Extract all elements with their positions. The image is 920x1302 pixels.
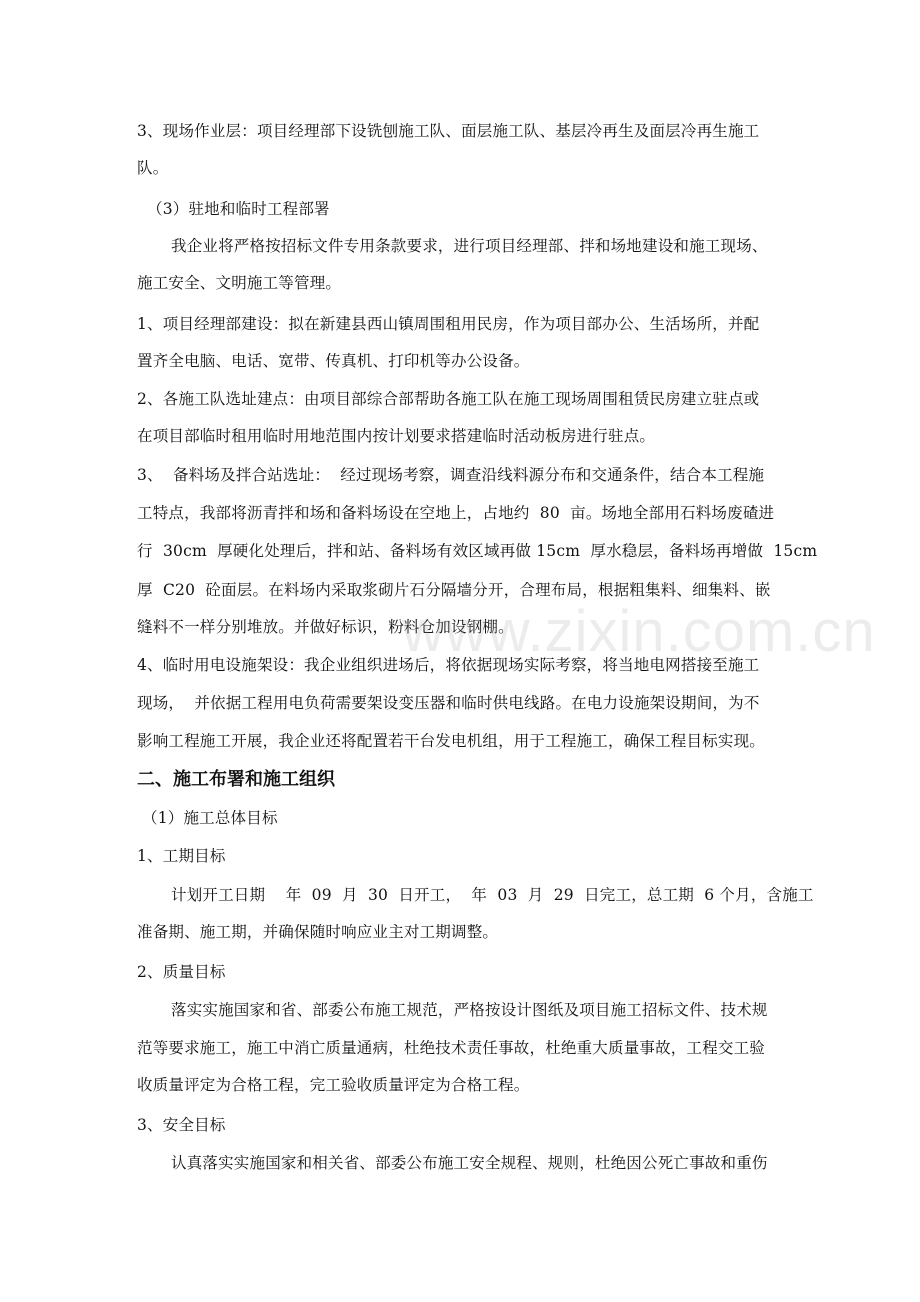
subsection-title: （1）施工总体目标 bbox=[142, 809, 278, 827]
paragraph-line: 落实实施国家和省、部委公布施工规范，严格按设计图纸及项目施工招标文件、技术规 bbox=[171, 1001, 768, 1019]
paragraph-line: 缝料不一样分别堆放。并做好标识，粉料仓加设钢棚。 bbox=[137, 618, 514, 636]
paragraph-line: 队。 bbox=[137, 159, 169, 177]
watermark: www.zixin.com.cn bbox=[402, 599, 876, 664]
subsection-title: 1、工期目标 bbox=[137, 847, 226, 865]
paragraph-line: 影响工程施工开展，我企业还将配置若干台发电机组，用于工程施工，确保工程目标实现。 bbox=[137, 732, 766, 750]
paragraph-line: 范等要求施工，施工中消亡质量通病，杜绝技术责任事故，杜绝重大质量事故，工程交工验 bbox=[137, 1039, 766, 1057]
paragraph-line: 置齐全电脑、电话、宽带、传真机、打印机等办公设备。 bbox=[137, 352, 530, 370]
section-heading: 二、施工布署和施工组织 bbox=[137, 769, 335, 790]
paragraph-line: 行 30cm 厚硬化处理后，拌和站、备料场有效区域再做 15cm 厚水稳层，备料场再增做 15cm bbox=[137, 542, 818, 560]
subsection-title: 3、安全目标 bbox=[137, 1116, 226, 1134]
paragraph-line: 工特点，我部将沥青拌和场和备料场设在空地上，占地约 80 亩。场地全部用石料场废碴进 bbox=[137, 504, 775, 522]
paragraph-line: 4、临时用电设施架设：我企业组织进场后，将依据现场实际考察，将当地电网搭接至施工 bbox=[137, 656, 760, 674]
paragraph-line: 3、现场作业层：项目经理部下设铣刨施工队、面层施工队、基层冷再生及面层冷再生施工 bbox=[137, 122, 760, 140]
paragraph-line: 3、 备料场及拌合站选址： 经过现场考察，调查沿线料源分布和交通条件，结合本工程施 bbox=[137, 466, 765, 484]
paragraph-line: 厚 C20 砼面层。在料场内采取浆砌片石分隔墙分开，合理布局，根据粗集料、细集料、嵌 bbox=[137, 581, 771, 599]
paragraph-line: 施工安全、文明施工等管理。 bbox=[137, 274, 342, 292]
paragraph-line: 现场， 并依据工程用电负荷需要架设变压器和临时供电线路。在电力设施架设期间，为不 bbox=[137, 694, 760, 712]
paragraph-line: 在项目部临时租用临时用地范围内按计划要求搭建临时活动板房进行驻点。 bbox=[137, 427, 656, 445]
paragraph-line: 我企业将严格按招标文件专用条款要求，进行项目经理部、拌和场地建设和施工现场、 bbox=[171, 237, 768, 255]
paragraph-line: 认真落实实施国家和相关省、部委公布施工安全规程、规则，杜绝因公死亡事故和重伤 bbox=[171, 1154, 768, 1172]
paragraph-line: 准备期、施工期，并确保随时响应业主对工期调整。 bbox=[137, 923, 499, 941]
paragraph-line: 收质量评定为合格工程，完工验收质量评定为合格工程。 bbox=[137, 1076, 530, 1094]
paragraph-line: 计划开工日期 年 09 月 30 日开工， 年 03 月 29 日完工，总工期 6 个月，含施工 bbox=[171, 886, 814, 904]
paragraph-line: 1、项目经理部建设：拟在新建县西山镇周围租用民房，作为项目部办公、生活场所，并配 bbox=[137, 315, 760, 333]
subsection-title: （3）驻地和临时工程部署 bbox=[147, 200, 330, 218]
subsection-title: 2、质量目标 bbox=[137, 963, 226, 981]
paragraph-line: 2、各施工队选址建点：由项目部综合部帮助各施工队在施工现场周围租赁民房建立驻点或 bbox=[137, 390, 760, 408]
